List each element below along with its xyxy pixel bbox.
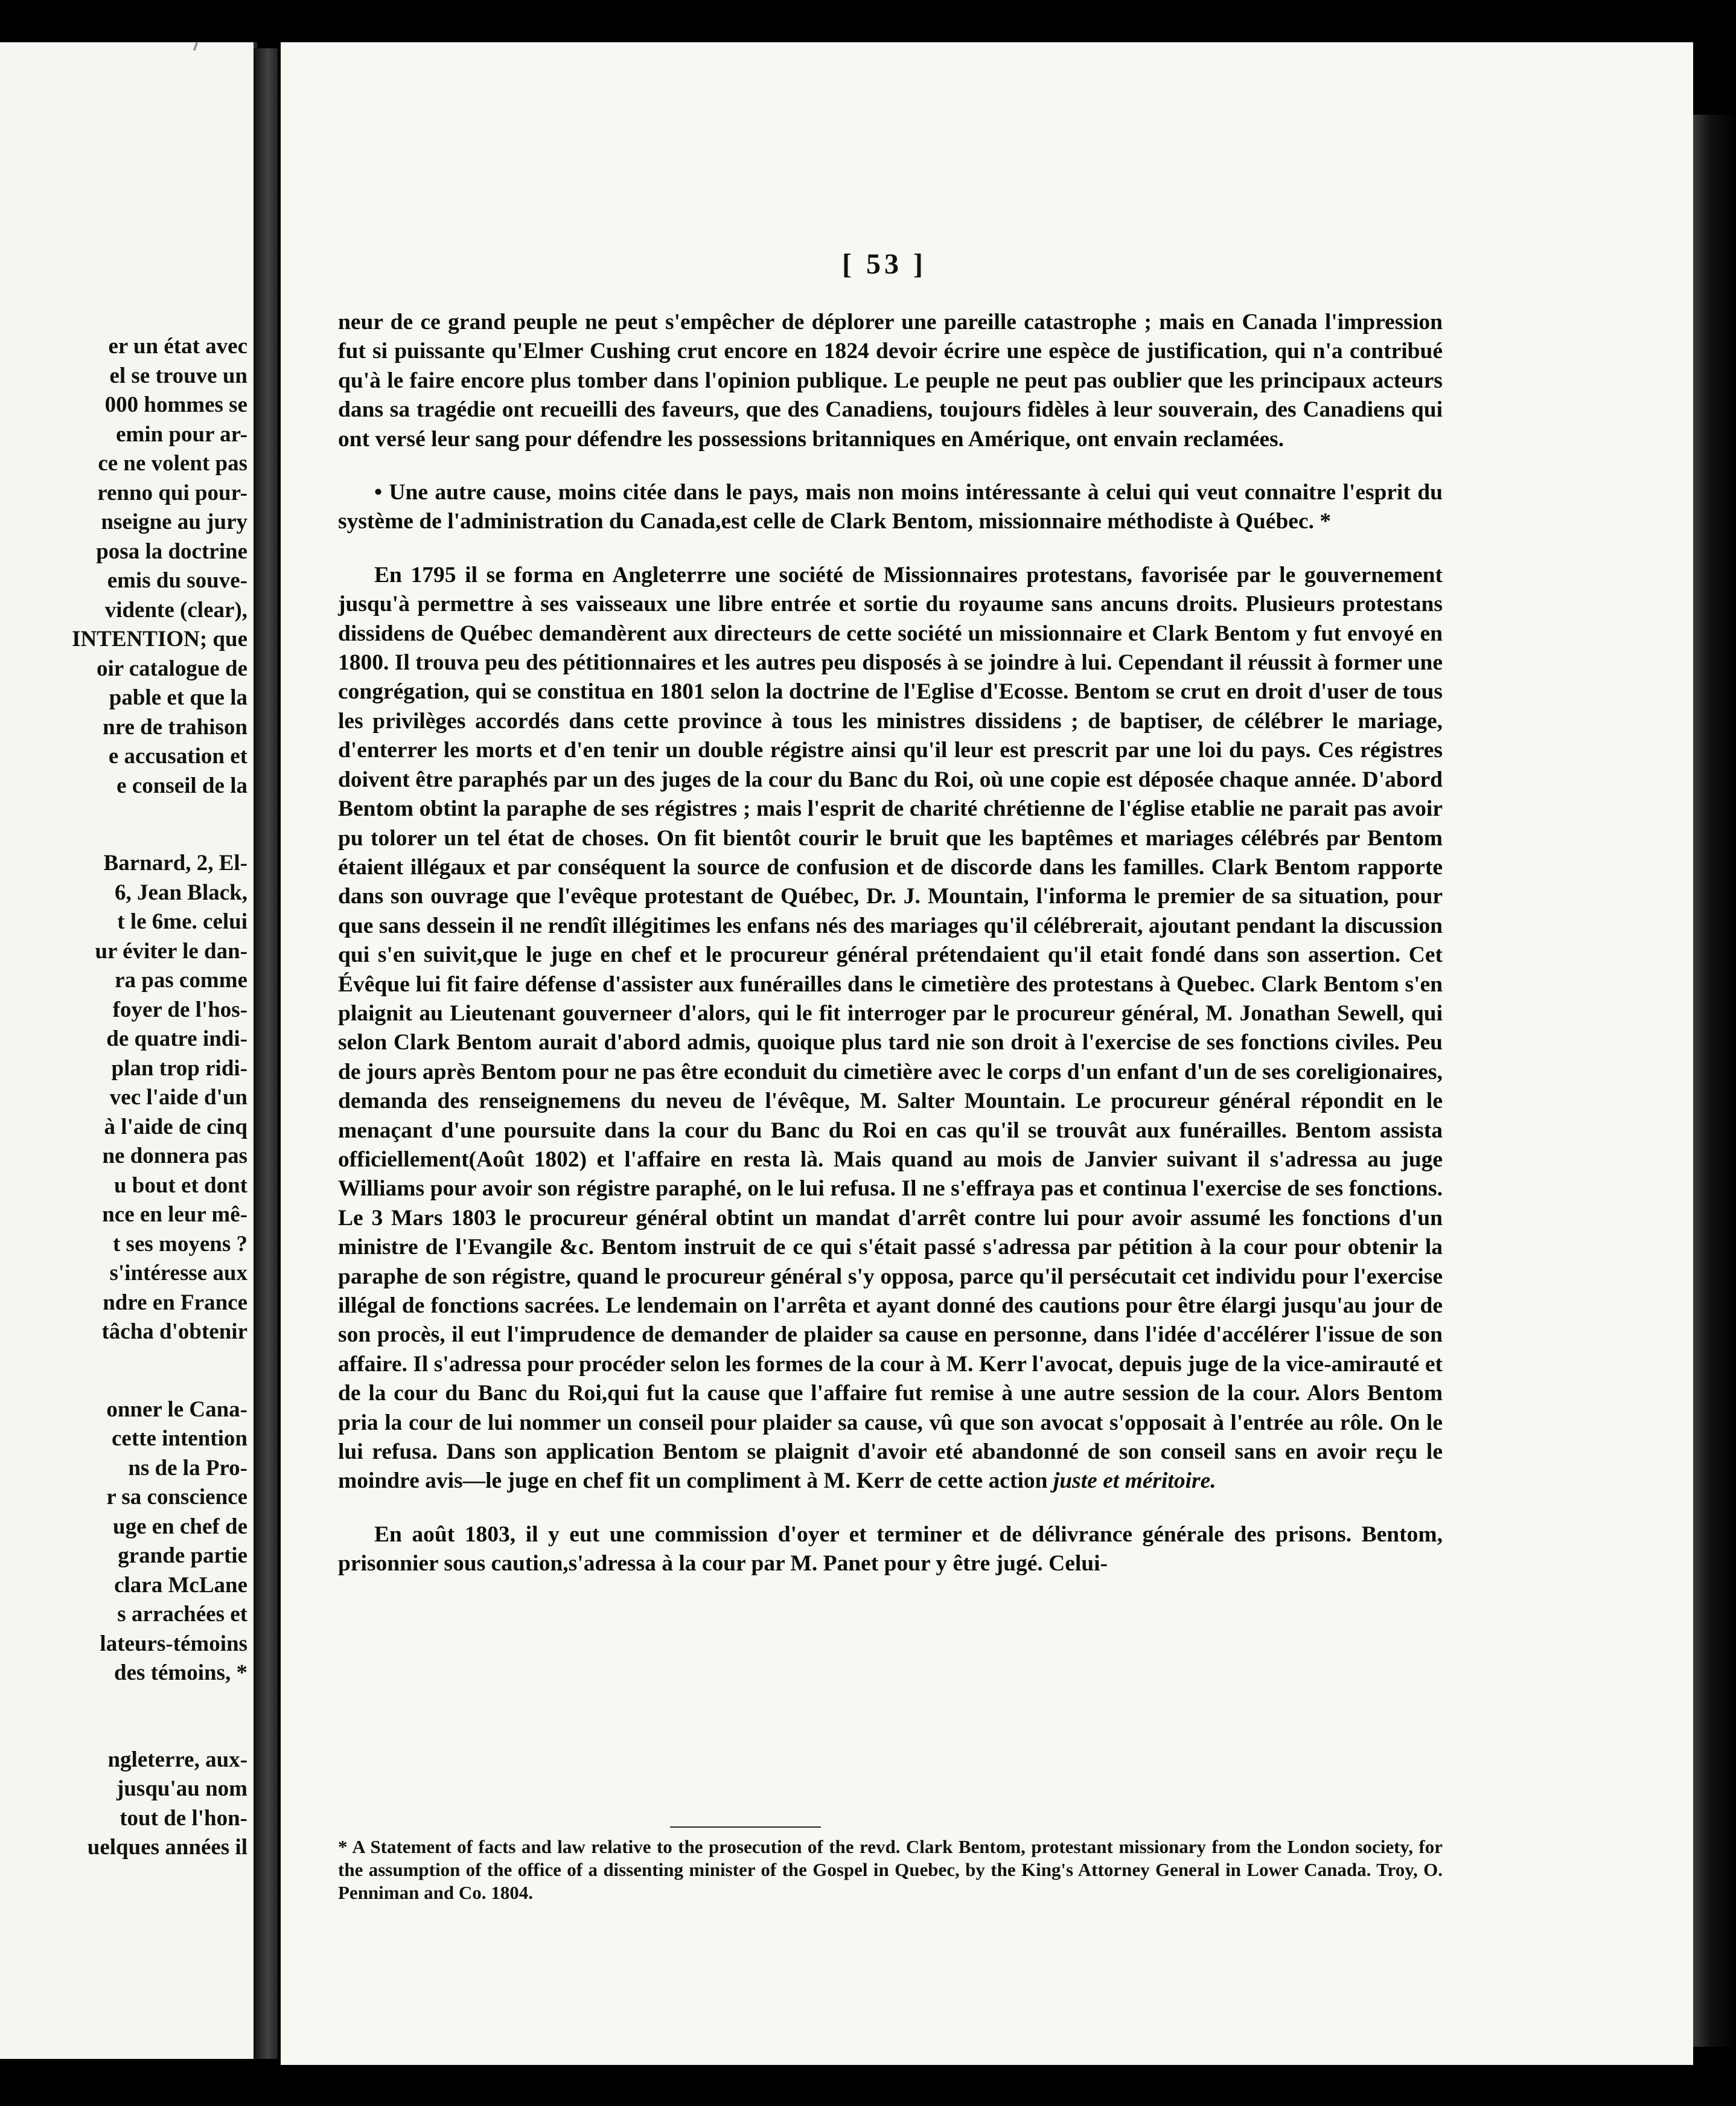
page-number: [ 53 ] (842, 248, 927, 280)
left-page-line: e conseil de la (116, 773, 247, 798)
book-gutter (254, 48, 278, 2059)
previous-page (0, 42, 257, 2059)
left-page-line: cette intention (111, 1426, 247, 1451)
left-page-line: el se trouve un (109, 363, 247, 388)
left-page-line: tâcha d'obtenir (101, 1319, 247, 1344)
left-page-line: emis du souve- (107, 568, 247, 593)
left-page-line: vidente (clear), (104, 597, 247, 623)
left-page-line: de quatre indi- (106, 1026, 247, 1051)
paragraph-1: neur de ce grand peuple ne peut s'empêcher de déplorer une pareille catastrophe ; mais en Canada l'impression fut si puissante qu'Elmer Cushing crut encore en 1824 devoir écrire une espèce de justification, qui n'a contribué qu'à le faire encore plus tomber dans l'opinion publique. Le peuple ne peut pas oublier que les principaux acteurs dans sa tragédie ont recueilli des faveurs, que des Canadiens, toujours fidèles à leur souverain, des Canadiens qui ont versé leur sang pour défendre les possessions britanniques en Amérique, ont envain reclamées. (338, 310, 1443, 452)
page-edge (1693, 115, 1736, 2047)
left-page-line: tout de l'hon- (120, 1805, 247, 1831)
left-page-line: ngleterre, aux- (107, 1747, 247, 1772)
left-page-line: onner le Cana- (106, 1397, 247, 1422)
left-page-line: ra pas comme (115, 968, 247, 993)
left-page-line: plan trop ridi- (111, 1055, 247, 1081)
left-page-line: grande partie (118, 1543, 247, 1568)
left-page-line: des témoins, * (114, 1660, 247, 1685)
left-page-line: oir catalogue de (96, 656, 247, 681)
left-page-line: vec l'aide d'un (109, 1085, 247, 1110)
left-page-line: posa la doctrine (96, 539, 247, 564)
left-page-line: s'intéresse aux (109, 1261, 247, 1285)
left-page-line: nseigne au jury (101, 510, 247, 534)
left-page-line: uelques années il (87, 1835, 247, 1860)
left-page-line: INTENTION; que (72, 627, 247, 651)
left-page-line: 000 hommes se (104, 392, 247, 417)
left-page-line: renno qui pour- (97, 480, 247, 505)
footnote-rule (670, 1826, 821, 1828)
paragraph-4: En août 1803, il y eut une commission d'oyer et terminer et de délivrance générale des prisons. Bentom, prisonnier sous caution,s'adressa à la cour par M. Panet pour y être jugé. Celui- (338, 1522, 1443, 1576)
left-page-line: ns de la Pro- (128, 1455, 247, 1480)
left-page-line: ur éviter le dan- (95, 938, 247, 964)
left-page-line: u bout et dont (113, 1173, 247, 1198)
left-page-line: foyer de l'hos- (112, 997, 247, 1022)
left-page-line: uge en chef de (113, 1514, 247, 1539)
left-page-line: ndre en France (103, 1290, 247, 1315)
left-page-line: Barnard, 2, El- (103, 851, 247, 875)
left-page-line: nre de trahison (103, 714, 247, 740)
left-page-line: pable et que la (109, 685, 247, 710)
paragraph-3 (338, 561, 1443, 1496)
left-line-spacer (0, 1347, 247, 1395)
left-page-line: e accusation et (108, 744, 247, 769)
left-page-line: emin pour ar- (116, 421, 247, 447)
left-page-line: t ses moyens ? (112, 1231, 247, 1256)
left-page-line: er un état avec (108, 334, 247, 359)
left-page-line: à l'aide de cinq (104, 1114, 247, 1139)
footnote: * A Statement of facts and law relative to the prosecution of the revd. Clark Bentom, protestant missionary from the London society, for the assumption of the office of a dissenting minister of the Gospel in Quebec, by the King's Attorney General in Lower Canada. Troy, O. Penniman and Co. 1804. (338, 1836, 1443, 1903)
left-page-line: ne donnera pas (102, 1144, 247, 1168)
paragraph-3-text: En 1795 il se forma en Angleterrre une société de Missionnaires protestans, favorisée par le gouvernement jusqu'à permettre à ses vaisseaux une libre entrée et sortie du royaume sans ancuns droits. Plusieurs protestans dissidens de Québec demandèrent aux directeurs de cette société un missionnaire et Clark Bentom y fut envoyé en 1800. Il trouva peu des pétitionnaires et les autres peu disposés à se joindre à lui. Cependant il réussit à former une congrégation, qui se constitua en 1801 selon la doctrine de l'Eglise d'Ecosse. Bentom se crut en droit d'user de tous les privilèges accordés dans cette province à tous les ministres dissidens ; de baptiser, de célébrer le mariage, d'enterrer les morts et d'en tenir un double régistre ainsi qu'il leur est prescrit par une loi du pays. Ces régistres doivent être paraphés par un des juges de la cour du Banc du Roi, où une copie est déposée chaque année. D'abord Bentom obtint la paraphe de ses régistres ; mais l'esprit de charité chrétienne de l'église etablie ne parait pas avoir pu tolorer un tel état de choses. On fit bientôt courir le bruit que les baptêmes et mariages célébrés par Bentom étaient illégaux et par conséquent la source de confusion et de discorde dans les familles. Clark Bentom rapporte dans son ouvrage que l'evêque protestant de Québec, Dr. J. Mountain, l'informa le premier de sa situation, pour que sans dessein il ne rendît illégitimes les enfans nés des mariages qu'il célébrerait, ajoutant pendant la discussion qui s'en suivit,que le juge en chef et le procureur général prétendaient qu'il etait fondé dans son assertion. Cet Évêque lui fit faire défense d'assister aux funérailles dans le cimetière des protestans à Quebec. Clark Bentom s'en plaignit au Lieutenant gouverneer d'alors, qui le fit interroger par le procureur général, M. Jonathan Sewell, qui selon Clark Bentom aurait d'abord admis, quoique plus tard nie son droit à l'exercise de ses fonctions civiles. Peu de jours après Bentom pour ne pas être econduit du cimetière avec le corps d'un enfant d'un de ses coreligionaires, demanda des renseignemens du neveu de l'évêque, M. Salter Mountain. Le procureur général répondit en le menaçant d'une poursuite dans la cour du Banc du Roi en cas qu'il se trouvât aux funérailles. Bentom assista officiellement(Août 1802) et l'affaire en resta là. Mais quand au mois de Janvier suivant il s'adressa au juge Williams pour avoir son régistre paraphé, on le lui refusa. Il ne s'effraya pas et continua l'exercise de ses fonctions. Le 3 Mars 1803 le procureur général obtint un mandat d'arrêt contre lui pour avoir assumé les fonctions d'un ministre de l'Evangile &c. Bentom instruit de ce qui s'était passé s'adressa par pétition à la cour pour obtenir la paraphe de son régistre, quand le procureur général s'y opposa, parce qu'il persécutait cet individu pour l'exercise illégal de fonctions sacrées. Le lendemain on l'arrêta et ayant donné des cautions pour être élargi jusqu'au jour de son procès, il eut l'imprudence de demander de plaider sa cause en personne, dans l'idée d'accélérer l'issue de son affaire. Il s'adressa pour procéder selon les formes de la cour à M. Kerr l'avocat, depuis juge de la vice-amirauté et de la cour du Banc du Roi,qui fut la cause que l'affaire fut remise à une autre session de la cour. Alors Bentom pria la cour de lui nommer un conseil pour plaider sa cause, vû que son avocat s'opposait à l'entrée au rôle. On le lui refusa. Dans son application Bentom se plaignit d'avoir eté abandonné de son conseil sans en avoir reçu le moindre avis—le juge en chef fit un compliment à M. Kerr de cette action (338, 562, 1443, 1494)
left-page-line: jusqu'au nom (116, 1776, 247, 1801)
paragraph-2: • Une autre cause, moins citée dans le pays, mais non moins intéressante à celui qui veut connaitre l'esprit du système de l'administration du Canada,est celle de Clark Bentom, missionnaire méthodiste à Québec. * (338, 480, 1443, 534)
left-page-line: s arrachées et (117, 1602, 247, 1627)
left-page-line: lateurs-témoins (100, 1631, 247, 1656)
previous-page-text (0, 332, 247, 1863)
paragraph-3-emphasis: juste et méritoire. (1053, 1468, 1216, 1494)
left-page-line: ce ne volent pas (98, 451, 247, 476)
left-line-spacer (0, 1688, 247, 1746)
left-page-line: r sa conscience (106, 1485, 247, 1509)
left-page-line: t le 6me. celui (117, 909, 247, 934)
left-line-spacer (0, 801, 247, 849)
main-text-column (338, 308, 1443, 1579)
left-page-line: nce en leur mê- (102, 1202, 247, 1227)
left-page-line: clara McLane (114, 1572, 247, 1598)
left-page-line: 6, Jean Black, (115, 880, 247, 905)
